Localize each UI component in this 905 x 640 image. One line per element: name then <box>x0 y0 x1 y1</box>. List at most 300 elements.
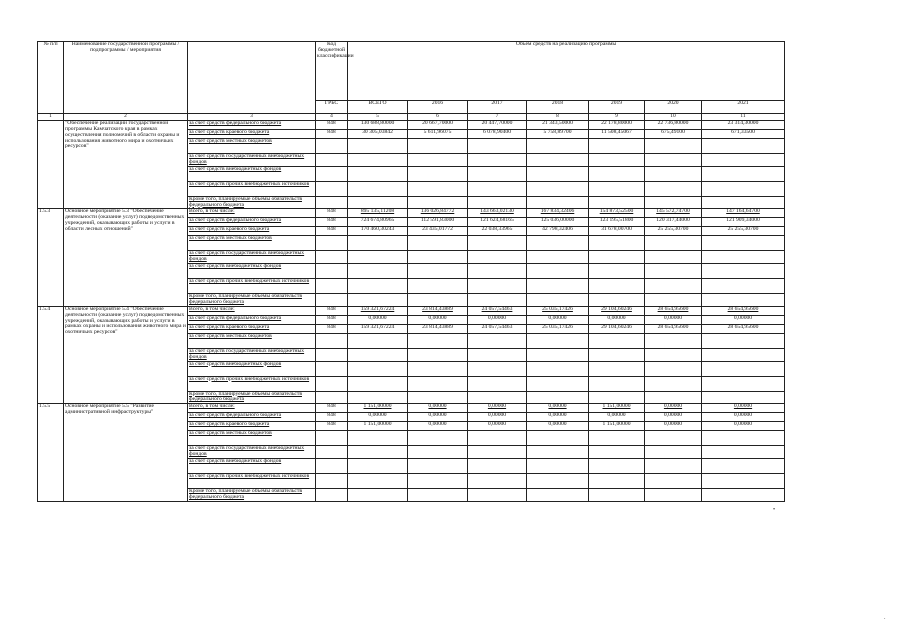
year-value <box>702 196 785 209</box>
year-value <box>527 279 589 294</box>
year-value: 29 104,60246 <box>589 306 645 315</box>
year-value <box>589 431 645 446</box>
year-value: 28 654,95600 <box>645 306 702 315</box>
year-value <box>408 166 468 181</box>
year-value <box>527 139 589 154</box>
year-value: 23 435,01772 <box>408 227 468 236</box>
total-value <box>348 166 408 181</box>
year-value <box>408 431 468 446</box>
year-value <box>468 446 527 459</box>
item-number <box>38 121 64 209</box>
year-value <box>702 251 785 264</box>
year-value <box>589 376 645 391</box>
column-number: 10 <box>645 114 702 121</box>
year-value: 147 164,64700 <box>702 209 785 218</box>
year-value <box>589 459 645 474</box>
funding-source-label: за счет средств внебюджетных фондов <box>188 166 316 181</box>
year-value <box>589 196 645 209</box>
year-value: 25 035,17426 <box>527 324 589 333</box>
year-value: 0,00000 <box>702 404 785 413</box>
item-name: Основное мероприятие 5.5 "Развитие административной инфраструктуры" <box>64 404 188 501</box>
year-value <box>589 446 645 459</box>
funding-source-label: Всего, в том числе: <box>188 306 316 315</box>
total-value <box>348 333 408 348</box>
funding-source-label: за счет средств внебюджетных фондов <box>188 459 316 474</box>
year-value: 5 758,89700 <box>527 130 589 139</box>
year-value: 28 654,95600 <box>645 324 702 333</box>
total-value <box>348 459 408 474</box>
year-value: 154 873,52500 <box>589 209 645 218</box>
grbs-code <box>316 348 348 361</box>
year-value <box>702 446 785 459</box>
total-value <box>348 489 408 502</box>
year-value: 20 667,70000 <box>408 121 468 130</box>
year-value <box>702 264 785 279</box>
grbs-code <box>316 391 348 404</box>
year-value <box>702 139 785 154</box>
year-value: 0,00000 <box>702 422 785 431</box>
item-number: 1.5.3 <box>38 209 64 306</box>
grbs-code <box>316 489 348 502</box>
column-number: 6 <box>408 114 468 121</box>
year-value: 675,49100 <box>645 130 702 139</box>
year-value <box>468 474 527 489</box>
total-value <box>348 139 408 154</box>
budget-table <box>37 41 785 502</box>
year-value <box>527 236 589 251</box>
year-value: 0,00000 <box>527 404 589 413</box>
year-value <box>468 333 527 348</box>
year-value: 0,00000 <box>408 422 468 431</box>
year-value <box>468 348 527 361</box>
year-value: 6 078,90400 <box>468 130 527 139</box>
year-value <box>408 348 468 361</box>
year-value <box>702 166 785 181</box>
year-value <box>702 431 785 446</box>
year-value <box>645 294 702 307</box>
year-value <box>468 431 527 446</box>
year-value <box>527 251 589 264</box>
year-value <box>589 154 645 167</box>
total-value: 159 321,67224 <box>348 324 408 333</box>
year-value: 22 178,80000 <box>589 121 645 130</box>
grbs-code <box>316 166 348 181</box>
year-value <box>589 166 645 181</box>
year-value: 23 814,43889 <box>408 324 468 333</box>
year-value <box>527 294 589 307</box>
grbs-code <box>316 264 348 279</box>
year-value <box>702 474 785 489</box>
total-value <box>348 361 408 376</box>
grbs-code <box>316 459 348 474</box>
year-value <box>527 376 589 391</box>
total-value: 724 674,80965 <box>348 218 408 227</box>
budget-table-page <box>37 41 784 502</box>
year-value: 24 057,54463 <box>468 324 527 333</box>
year-value <box>589 236 645 251</box>
header-year: 2020 <box>645 101 702 114</box>
year-value <box>468 251 527 264</box>
grbs-code: 848 <box>316 218 348 227</box>
funding-source-label: за счет средств федерального бюджета <box>188 315 316 324</box>
year-value <box>408 264 468 279</box>
year-value <box>702 361 785 376</box>
year-value <box>589 333 645 348</box>
year-value <box>527 446 589 459</box>
year-value: 121 909,34000 <box>702 218 785 227</box>
column-number: 2 <box>64 114 188 121</box>
item-number: 1.5.5 <box>38 404 64 501</box>
grbs-code <box>316 236 348 251</box>
total-value <box>348 196 408 209</box>
grbs-code: 848 <box>316 324 348 333</box>
column-number: 9 <box>589 114 645 121</box>
year-value <box>468 294 527 307</box>
year-value <box>468 376 527 391</box>
year-value <box>408 196 468 209</box>
year-value <box>589 489 645 502</box>
year-value <box>527 154 589 167</box>
scan-mark: . <box>884 615 886 621</box>
grbs-code <box>316 154 348 167</box>
item-name: "Обеспечение реализации государственной программы Камчатского края в рамках осуществления полномочий в области охраны и использования животного мира и охотничьих ресурсов" <box>64 121 188 209</box>
year-value: 28 654,95600 <box>702 306 785 315</box>
year-value: 0,00000 <box>408 404 468 413</box>
year-value <box>645 236 702 251</box>
year-value <box>645 139 702 154</box>
funding-source-label: за счет средств государственных внебюджетных фондов <box>188 348 316 361</box>
year-value: 145 572,74700 <box>645 209 702 218</box>
year-value <box>408 139 468 154</box>
year-value <box>468 236 527 251</box>
item-number: 1.5.4 <box>38 306 64 403</box>
funding-source-label: Кроме того, планируемые объемы обязательств федерального бюджета <box>188 294 316 307</box>
total-value: 1 151,00000 <box>348 404 408 413</box>
funding-source-label: за счет средств прочих внебюджетных источников <box>188 376 316 391</box>
year-value: 24 057,54463 <box>468 306 527 315</box>
year-value <box>702 294 785 307</box>
year-value <box>645 489 702 502</box>
year-value <box>468 139 527 154</box>
total-value <box>348 236 408 251</box>
grbs-code <box>316 333 348 348</box>
total-value: 170 460,30243 <box>348 227 408 236</box>
year-value <box>589 474 645 489</box>
year-value <box>645 196 702 209</box>
year-value <box>589 279 645 294</box>
year-value <box>645 376 702 391</box>
year-value <box>527 333 589 348</box>
year-value <box>589 294 645 307</box>
year-value <box>408 333 468 348</box>
funding-source-label: за счет средств краевого бюджета <box>188 227 316 236</box>
grbs-code <box>316 196 348 209</box>
year-value: 22 038,33965 <box>468 227 527 236</box>
grbs-code <box>316 251 348 264</box>
year-value: 167 834,32406 <box>527 209 589 218</box>
year-value: 143 663,02130 <box>468 209 527 218</box>
header-year: 2017 <box>468 101 527 114</box>
year-value <box>645 154 702 167</box>
column-number: 8 <box>527 114 589 121</box>
grbs-code <box>316 294 348 307</box>
grbs-code: 848 <box>316 130 348 139</box>
grbs-code: 848 <box>316 306 348 315</box>
year-value <box>527 166 589 181</box>
year-value <box>408 489 468 502</box>
year-value: 0,00000 <box>702 413 785 422</box>
year-value <box>645 279 702 294</box>
year-value: 1 151,00000 <box>589 404 645 413</box>
year-value <box>645 474 702 489</box>
year-value: 120 317,44000 <box>645 218 702 227</box>
year-value <box>468 391 527 404</box>
funding-source-label: за счет средств федерального бюджета <box>188 121 316 130</box>
year-value <box>527 348 589 361</box>
year-value: 0,00000 <box>408 315 468 324</box>
year-value: 0,00000 <box>527 315 589 324</box>
year-value <box>408 294 468 307</box>
funding-source-label: за счет средств государственных внебюджетных фондов <box>188 251 316 264</box>
year-value <box>468 196 527 209</box>
year-value <box>408 279 468 294</box>
year-value <box>468 459 527 474</box>
year-value <box>645 459 702 474</box>
grbs-code <box>316 139 348 154</box>
grbs-code: 848 <box>316 404 348 413</box>
year-value: 22 736,80000 <box>645 121 702 130</box>
header-col-kbk: Код бюджетной классификации <box>316 42 348 101</box>
header-year: 2016 <box>408 101 468 114</box>
total-value <box>348 279 408 294</box>
year-value <box>468 361 527 376</box>
total-value <box>348 294 408 307</box>
header-year: 2019 <box>589 101 645 114</box>
grbs-code <box>316 361 348 376</box>
year-value: 0,00000 <box>645 422 702 431</box>
year-value: 29 104,60246 <box>589 324 645 333</box>
total-value <box>348 376 408 391</box>
year-value <box>527 361 589 376</box>
header-year: 2018 <box>527 101 589 114</box>
year-value <box>408 181 468 196</box>
funding-source-label: за счет средств краевого бюджета <box>188 324 316 333</box>
year-value: 0,00000 <box>468 404 527 413</box>
total-value <box>348 181 408 196</box>
year-value <box>702 154 785 167</box>
year-value: 125 036,00000 <box>527 218 589 227</box>
year-value <box>527 391 589 404</box>
year-value <box>645 264 702 279</box>
total-value: 895 135,11208 <box>348 209 408 218</box>
year-value: 0,00000 <box>702 315 785 324</box>
year-value <box>408 446 468 459</box>
header-year: 2021 <box>702 101 785 114</box>
year-value: 0,00000 <box>527 422 589 431</box>
funding-source-label: за счет средств краевого бюджета <box>188 422 316 431</box>
year-value <box>702 391 785 404</box>
funding-source-label: за счет средств местных бюджетов <box>188 333 316 348</box>
year-value <box>702 376 785 391</box>
grbs-code <box>316 376 348 391</box>
year-value <box>702 489 785 502</box>
funding-source-label: за счет средств местных бюджетов <box>188 431 316 446</box>
funding-source-label: за счет средств внебюджетных фондов <box>188 264 316 279</box>
funding-source-label: Всего, в том числе: <box>188 404 316 413</box>
year-value: 25 035,17426 <box>527 306 589 315</box>
grbs-code <box>316 474 348 489</box>
year-value <box>408 391 468 404</box>
total-value: 130 688,80000 <box>348 121 408 130</box>
grbs-code: 848 <box>316 227 348 236</box>
year-value <box>589 264 645 279</box>
year-value <box>589 361 645 376</box>
year-value <box>527 431 589 446</box>
year-value <box>468 264 527 279</box>
year-value: 0,00000 <box>468 315 527 324</box>
total-value <box>348 446 408 459</box>
column-number: 3 <box>188 114 316 121</box>
total-value <box>348 264 408 279</box>
year-value: 25 255,30700 <box>702 227 785 236</box>
item-name: Основное мероприятие 5.3 "Обеспечение деятельности (оказание услуг) подведомственных учреждений, оказывающих работы и услуги в области лесных отношений" <box>64 209 188 306</box>
year-value <box>527 474 589 489</box>
grbs-code <box>316 279 348 294</box>
header-col-name: Наименование государственной программы / подпрограммы / мероприятия <box>64 42 188 114</box>
year-value <box>589 251 645 264</box>
header-col-total-title: Объем средств на реализацию программы <box>348 42 785 101</box>
year-value: 0,00000 <box>645 315 702 324</box>
funding-source-label: Всего, в том числе: <box>188 209 316 218</box>
year-value: 112 591,83000 <box>408 218 468 227</box>
year-value: 671,33500 <box>702 130 785 139</box>
funding-source-label: Кроме того, планируемые объемы обязательств федерального бюджета <box>188 391 316 404</box>
year-value: 0,00000 <box>468 413 527 422</box>
funding-source-label: за счет средств внебюджетных фондов <box>188 361 316 376</box>
total-value <box>348 154 408 167</box>
year-value <box>645 251 702 264</box>
year-value <box>527 459 589 474</box>
funding-source-label: за счет средств краевого бюджета <box>188 130 316 139</box>
total-value: 30 305,03842 <box>348 130 408 139</box>
year-value <box>589 181 645 196</box>
year-value <box>468 489 527 502</box>
column-number: 7 <box>468 114 527 121</box>
grbs-code: 848 <box>316 121 348 130</box>
total-value <box>348 474 408 489</box>
header-col-source <box>188 42 316 114</box>
year-value: 31 678,00700 <box>589 227 645 236</box>
total-value <box>348 391 408 404</box>
header-grbs: ГРБС <box>316 101 348 114</box>
year-value <box>645 391 702 404</box>
year-value <box>408 154 468 167</box>
column-number: 4 <box>316 114 348 121</box>
funding-source-label: за счет средств местных бюджетов <box>188 139 316 154</box>
column-number: 5 <box>348 114 408 121</box>
year-value <box>645 361 702 376</box>
year-value <box>645 431 702 446</box>
year-value: 28 654,95600 <box>702 324 785 333</box>
year-value: 42 798,32406 <box>527 227 589 236</box>
year-value <box>408 361 468 376</box>
funding-source-label: за счет средств прочих внебюджетных источников <box>188 181 316 196</box>
column-number: 11 <box>702 114 785 121</box>
header-total: ВСЕГО <box>348 101 408 114</box>
grbs-code <box>316 446 348 459</box>
year-value <box>468 154 527 167</box>
year-value: 25 255,30700 <box>645 227 702 236</box>
year-value <box>645 348 702 361</box>
year-value <box>589 391 645 404</box>
year-value <box>702 333 785 348</box>
year-value: 0,00000 <box>645 413 702 422</box>
year-value <box>702 459 785 474</box>
grbs-code <box>316 181 348 196</box>
funding-source-label: Кроме того, планируемые объемы обязательств федерального бюджета <box>188 196 316 209</box>
year-value <box>527 181 589 196</box>
year-value <box>408 251 468 264</box>
grbs-code <box>316 431 348 446</box>
header-col-no: № п/п <box>38 42 64 114</box>
year-value <box>468 279 527 294</box>
year-value <box>468 166 527 181</box>
year-value: 20 447,70000 <box>468 121 527 130</box>
year-value <box>468 181 527 196</box>
year-value <box>527 489 589 502</box>
total-value <box>348 251 408 264</box>
funding-source-label: за счет средств федерального бюджета <box>188 218 316 227</box>
year-value <box>408 474 468 489</box>
year-value <box>408 459 468 474</box>
year-value: 123 195,51800 <box>589 218 645 227</box>
year-value: 0,00000 <box>589 413 645 422</box>
year-value: 5 611,96075 <box>408 130 468 139</box>
year-value: 23 314,30000 <box>702 121 785 130</box>
total-value: 159 321,67224 <box>348 306 408 315</box>
year-value <box>702 181 785 196</box>
year-value <box>702 279 785 294</box>
total-value <box>348 431 408 446</box>
funding-source-label: за счет средств федерального бюджета <box>188 413 316 422</box>
year-value <box>702 236 785 251</box>
year-value: 11 508,45067 <box>589 130 645 139</box>
total-value: 0,00000 <box>348 413 408 422</box>
year-value <box>645 333 702 348</box>
total-value <box>348 348 408 361</box>
year-value: 21 343,50000 <box>527 121 589 130</box>
year-value: 23 814,43889 <box>408 306 468 315</box>
year-value: 0,00000 <box>408 413 468 422</box>
year-value: 0,00000 <box>527 413 589 422</box>
year-value <box>645 446 702 459</box>
grbs-code: 848 <box>316 413 348 422</box>
funding-source-label: за счет средств государственных внебюджетных фондов <box>188 154 316 167</box>
column-number: 1 <box>38 114 64 121</box>
year-value: 0,00000 <box>468 422 527 431</box>
year-value <box>589 348 645 361</box>
year-value <box>702 348 785 361</box>
year-value: 136 026,84772 <box>408 209 468 218</box>
funding-source-label: за счет средств прочих внебюджетных источников <box>188 279 316 294</box>
funding-source-label: за счет средств государственных внебюджетных фондов <box>188 446 316 459</box>
year-value: 121 624,68165 <box>468 218 527 227</box>
grbs-code: 848 <box>316 209 348 218</box>
year-value <box>408 376 468 391</box>
year-value <box>527 196 589 209</box>
year-value <box>645 166 702 181</box>
year-value <box>527 264 589 279</box>
